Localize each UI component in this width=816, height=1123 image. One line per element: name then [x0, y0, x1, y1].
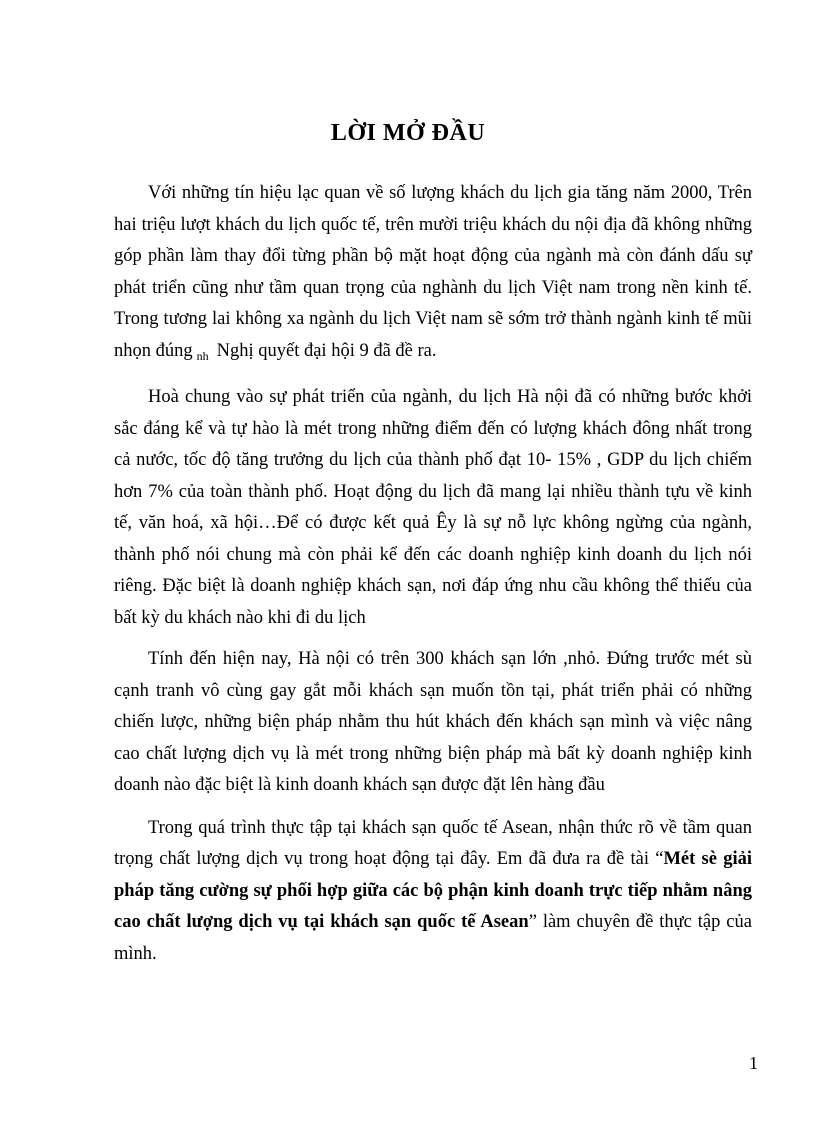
paragraph-1 [114, 178, 752, 372]
paragraph-3: Tính đến hiện nay, Hà nội có trên 300 khách sạn lớn ,nhỏ. Đứng trước mét sù cạnh tranh vô cùng gay gắt mỗi khách sạn muốn tồn tại, phát triển phải có những chiến lược, những biện pháp nhằm thu hút khách đến khách sạn mình và việc nâng cao chất lượng dịch vụ là mét trong những biện pháp mà bất kỳ doanh nghiệp kinh doanh nào đặc biệt là kinh doanh khách sạn được đặt lên hàng đầu [114, 649, 752, 795]
thesis-topic-title: Mét sè giải pháp tăng cường sự phối hợp giữa các bộ phận kinh doanh trực tiếp nhằm nâng cao chất lượng dịch vụ tại khách sạn quốc tế Asean [114, 849, 752, 932]
subscript-fragment: nh [196, 348, 209, 363]
paragraph-4-tail: ” làm chuyên đề thực tập của mình. [114, 912, 752, 964]
paragraph-1-text: Với những tín hiệu lạc quan về số lượng khách du lịch gia tăng năm 2000, Trên hai triệu lượt khách du lịch quốc tế, trên mười triệu khách du nội địa đã không những góp phần làm thay đổi từng phần bộ mặt hoạt động của ngành mà còn đánh dấu sự phát triển cũng như tầm quan trọng của nghành du lịch Việt nam trong nền kinh tế. Trong tương lai không xa ngành du lịch Việt nam sẽ sớm trở thành ngành kinh tế mũi nhọn đúng [114, 183, 752, 361]
paragraph-4-text: Trong quá trình thực tập tại khách sạn quốc tế Asean, nhận thức rõ về tầm quan trọng chất lượng dịch vụ trong hoạt động tại đây. Em đã đưa ra đề tài “ [114, 817, 752, 869]
paragraph-1-tail: Nghị quyết đại hội 9 đã đề ra. [216, 340, 437, 361]
body-text [114, 178, 752, 981]
page-title: LỜI MỞ ĐẦU [330, 120, 486, 146]
page-number: 1 [749, 1053, 758, 1073]
paragraph-4 [114, 813, 752, 971]
paragraph-2: Hoà chung vào sự phát triển của ngành, du lịch Hà nội đã có những bước khởi sắc đáng kể và tự hào là mét trong những điểm đến có lượng khách đông nhất trong cả nước, tốc độ tăng trưởng du lịch của thành phố đạt 10- 15% , GDP du lịch chiếm hơn 7% của toàn thành phố. Hoạt động du lịch đã mang lại nhiều thành tựu về kinh tế, văn hoá, xã hội…Để có được kết quả Êy là sự nỗ lực không ngừng của ngành, thành phố nói chung mà còn phải kể đến các doanh nghiệp kinh doanh du lịch nói riêng. Đặc biệt là doanh nghiệp khách sạn, nơi đáp ứng nhu cầu không thể thiếu của bất kỳ du khách nào khi đi du lịch [114, 387, 752, 628]
